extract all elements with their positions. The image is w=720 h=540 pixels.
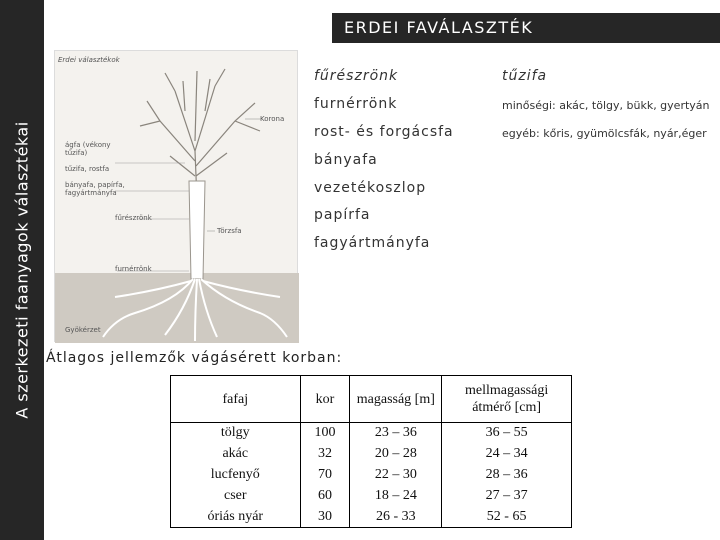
tuzifa-heading: tűzifa <box>502 68 548 84</box>
table-header-row <box>171 376 572 423</box>
label-fureszronk: fűrészrönk <box>115 214 152 222</box>
cell-magassag: 22 – 30 <box>350 465 442 486</box>
cell-magassag: 23 – 36 <box>350 423 442 444</box>
label-torzsfa: Törzsfa <box>217 227 242 235</box>
list-item-vezetekoszlop: vezetékoszlop <box>314 180 427 196</box>
list-item-fureszronk: fűrészrönk <box>314 68 399 84</box>
table-row <box>171 507 572 528</box>
sidebar-title: A szerkezeti faanyagok választékai <box>12 121 32 419</box>
slide-title: ERDEI FAVÁLASZTÉK <box>332 13 720 43</box>
tree-figure <box>54 50 298 342</box>
header-kor: kor <box>300 376 350 423</box>
header-atmero: mellmagassági átmérő [cm] <box>442 376 572 423</box>
cell-atmero: 28 – 36 <box>442 465 572 486</box>
table-row <box>171 486 572 507</box>
cell-fafaj: tölgy <box>171 423 301 444</box>
table-row <box>171 423 572 444</box>
label-gyokerzet: Gyökérzet <box>65 326 101 334</box>
cell-magassag: 20 – 28 <box>350 444 442 465</box>
cell-atmero: 52 - 65 <box>442 507 572 528</box>
cell-fafaj: lucfenyő <box>171 465 301 486</box>
table-row <box>171 465 572 486</box>
cell-kor: 60 <box>300 486 350 507</box>
trunk <box>189 181 205 279</box>
list-item-banyafa: bányafa <box>314 152 378 168</box>
list-item-rost-forgacsfa: rost- és forgácsfa <box>314 124 454 140</box>
label-furnerronk: furnérrönk <box>115 265 152 273</box>
cell-atmero: 27 – 37 <box>442 486 572 507</box>
list-item-furnerronk: furnérrönk <box>314 96 398 112</box>
header-magassag: magasság [m] <box>350 376 442 423</box>
sidebar <box>0 0 44 540</box>
cell-magassag: 26 - 33 <box>350 507 442 528</box>
label-tuzifa-rostfa: tűzifa, rostfa <box>65 165 110 173</box>
list-item-fagyartmanyfa: fagyártmányfa <box>314 235 431 251</box>
cell-kor: 100 <box>300 423 350 444</box>
cell-fafaj: akác <box>171 444 301 465</box>
tuzifa-egyeb: egyéb: kőris, gyümölcsfák, nyár,éger <box>502 127 707 140</box>
cell-kor: 30 <box>300 507 350 528</box>
cell-kor: 32 <box>300 444 350 465</box>
label-banyafa: bányafa, papírfa, fagyártmányfa <box>65 181 125 197</box>
cell-atmero: 24 – 34 <box>442 444 572 465</box>
cell-fafaj: óriás nyár <box>171 507 301 528</box>
figure-title: Erdei választékok <box>58 56 120 64</box>
list-item-papirfa: papírfa <box>314 207 371 223</box>
cell-magassag: 18 – 24 <box>350 486 442 507</box>
tree-illustration <box>55 51 299 343</box>
cell-kor: 70 <box>300 465 350 486</box>
characteristics-table <box>170 375 572 528</box>
header-fafaj: fafaj <box>171 376 301 423</box>
label-agfa: ágfa (vékony tűzifa) <box>65 141 111 157</box>
table-caption: Átlagos jellemzők vágásérett korban: <box>46 350 343 366</box>
tuzifa-minosegi: minőségi: akác, tölgy, bükk, gyertyán <box>502 99 710 112</box>
cell-atmero: 36 – 55 <box>442 423 572 444</box>
table-row <box>171 444 572 465</box>
label-korona: Korona <box>260 115 285 123</box>
cell-fafaj: cser <box>171 486 301 507</box>
